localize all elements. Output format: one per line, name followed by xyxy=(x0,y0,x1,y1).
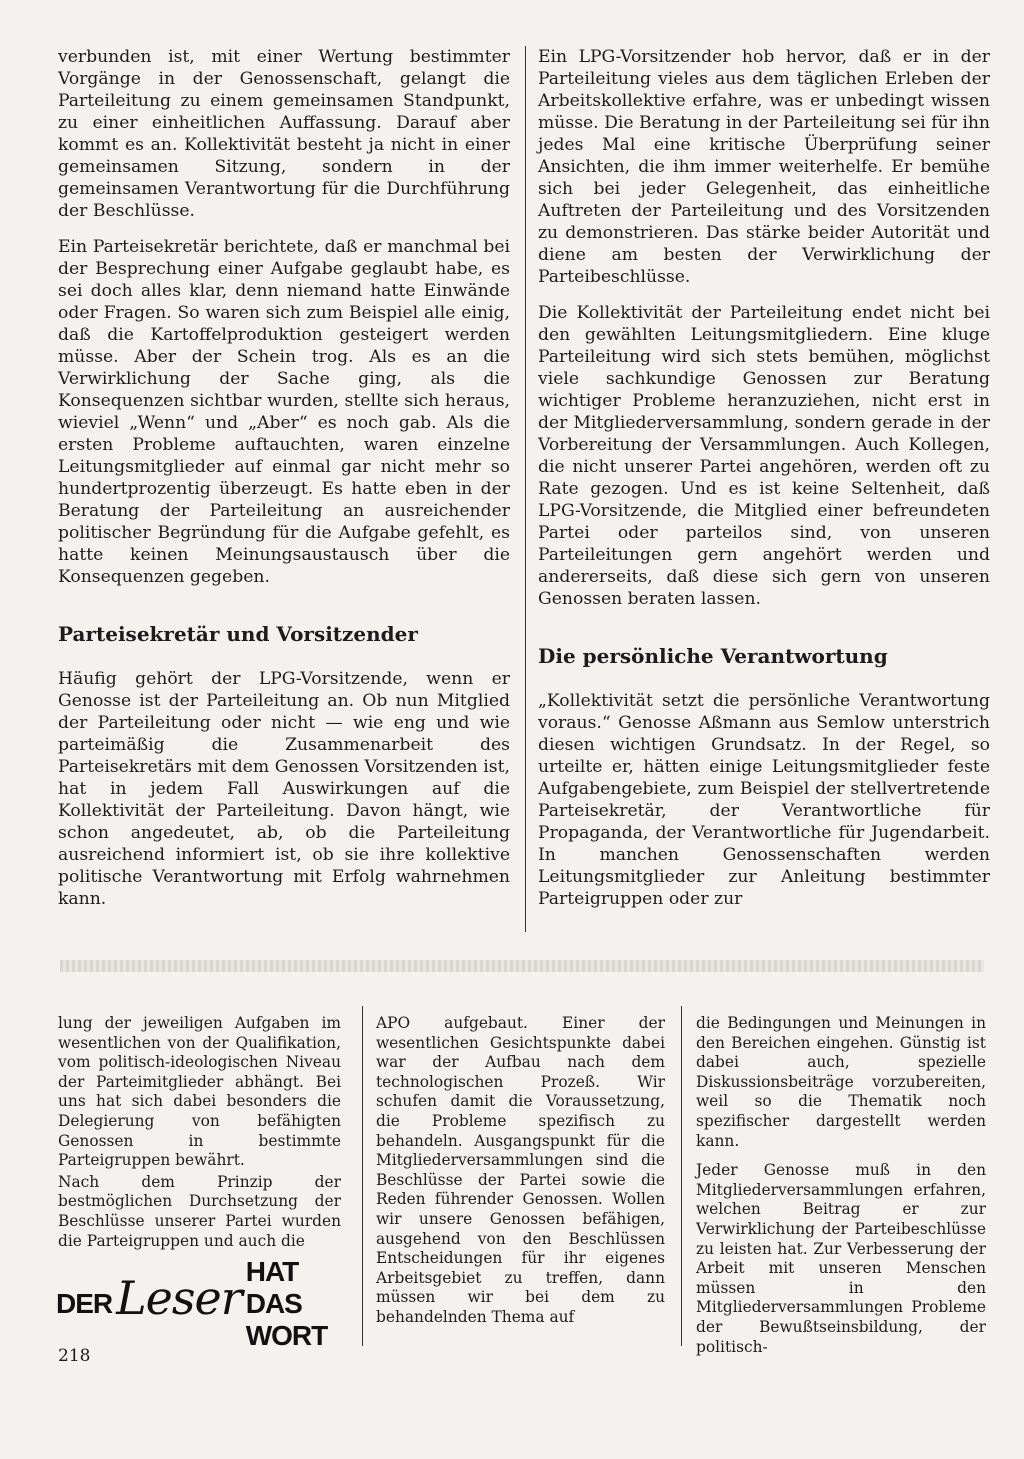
logo-text: DER xyxy=(56,1288,113,1319)
right-column xyxy=(538,46,990,924)
paragraph: Ein Parteisekretär berichtete, daß er manchmal bei der Besprechung einer Aufgabe geglaubt habe, es sei doch alles klar, denn niemand hatte Einwände oder Fragen. So waren sich zum Beispiel alle einig, daß die Kartoffelproduktion gesteigert werden müsse. Aber der Schein trog. Als es an die Verwirklichung der Sache ging, als die Konsequenzen sichtbar wurden, stellte sich heraus, wieviel „Wenn“ und „Aber“ es noch gab. Als die ersten Probleme auftauchten, waren einzelne Leitungsmitglieder auf einmal gar nicht mehr so hundertprozentig überzeugt. Es hatte eben in der Beratung der Parteileitung an ausreichender politischer Begründung für die Aufgabe gefehlt, es hatte keinen Meinungsaustausch über die Konsequenzen gegeben. xyxy=(58,237,510,587)
section-heading: Die persönliche Verantwortung xyxy=(538,644,888,668)
logo-script-text: Leser xyxy=(116,1271,242,1325)
paragraph: „Kollektivität setzt die persönliche Verantwortung voraus.“ Genosse Aßmann aus Semlow unterstrich diesen wichtigen Grundsatz. In der Regel, so urteilte er, hätten einige Leitungsmitglieder feste Aufgabengebiete, zum Beispiel der stellvertretende Parteisekretär, der Verantwortliche für Propaganda, der Verantwortliche für Jugendarbeit. In manchen Genossenschaften werden Leitungsmitglieder zur Anleitung bestimmter Parteigruppen oder zur xyxy=(538,691,990,909)
paragraph: APO aufgebaut. Einer der wesentlichen Gesichtspunkte dabei war der Aufbau nach dem technologischen Prozeß. Wir schufen damit die Voraussetzung, die Probleme spezifisch zu behandeln. Ausgangspunkt für die Mitgliederversammlungen sind die Beschlüsse der Partei sowie die Reden führender Genossen. Wollen wir unsere Genossen befähigen, ausgehend von den Beschlüssen Entscheidungen für ihr eigenes Arbeitsgebiet zu treffen, dann müssen wir bei dem zu behandelnden Thema auf xyxy=(376,1014,665,1326)
paragraph: die Bedingungen und Meinungen in den Bereichen eingehen. Günstig ist dabei auch, spezielle Diskussionsbeiträge vorzubereiten, weil so die Thematik noch spezifischer dargestellt werden kann. xyxy=(696,1014,986,1150)
paragraph: lung der jeweiligen Aufgaben im wesentlichen von der Qualifikation, vom politisch-ideologischen Niveau der Parteimitglieder abhängt. Bei uns hat sich dabei besonders die Delegierung von befähigten Genossen in bestimmte Parteigruppen bewährt. xyxy=(58,1014,341,1170)
paragraph: Häufig gehört der LPG-Vorsitzende, wenn er Genosse ist der Parteileitung an. Ob nun Mitglied der Parteileitung oder nicht — wie eng und wie parteimäßig die Zusammenarbeit des Parteisekretärs mit dem Genossen Vorsitzenden ist, hat in jedem Fall Auswirkungen auf die Kollektivität der Parteileitung. Davon hängt, wie schon angedeutet, ab, ob die Parteileitung ausreichend informiert ist, ob sie ihre kollektive politische Verantwortung mit Erfolg wahrnehmen kann. xyxy=(58,669,510,909)
paragraph: Die Kollektivität der Parteileitung endet nicht bei den gewählten Leitungsmitgliedern. Eine kluge Parteileitung wird sich stets bemühen, möglichst viele sachkundige Genossen zur Beratung wichtiger Probleme heranzuziehen, nicht erst in der Mitgliederversammlung, sondern gerade in der Vorbereitung der Versammlungen. Auch Kollegen, die nicht unserer Partei angehören, werden oft zu Rate gezogen. Und es ist keine Seltenheit, daß LPG-Vorsitzende, die Mitglied einer befreundeten Partei oder parteilos sind, von unseren Parteileitungen gern angehört werden und andererseits, daß diese sich gern von unseren Genossen beraten lassen. xyxy=(538,303,990,609)
paragraph: verbunden ist, mit einer Wertung bestimmter Vorgänge in der Genossenschaft, gelangt die Parteileitung zu einem gemeinsamen Standpunkt, zu einer einheitlichen Auffassung. Darauf aber kommt es an. Kollektivität besteht ja nicht in einer gemeinsamen Sitzung, sondern in der gemeinsamen Verantwortung für die Durchführung der Beschlüsse. xyxy=(58,47,510,221)
left-column xyxy=(58,46,510,924)
paragraph: Ein LPG-Vorsitzender hob hervor, daß er in der Parteileitung vieles aus dem täglichen Erleben der Arbeitskollektive erfahre, was er unbedingt wissen müsse. Die Beratung in der Parteileitung sei für ihn jedes Mal eine kritische Überprüfung seiner Ansichten, die ihm immer weiterhelfe. Er bemühe sich bei jeder Gelegenheit, das einheitliche Auftreten der Parteileitung und des Vorsitzenden zu demonstrieren. Das stärke beider Autorität und diene am besten der Verwirklichung der Parteibeschlüsse. xyxy=(538,47,990,287)
column-divider xyxy=(525,46,526,932)
reader-section-logo xyxy=(56,1256,342,1351)
paragraph: Jeder Genosse muß in den Mitgliederversammlungen erfahren, welchen Beitrag er zur Verwirklichung der Parteibeschlüsse zu leisten hat. Zur Verbesserung der Arbeit mit unseren Menschen müssen in den Mitgliederversammlungen Probleme der Bewußtseinsbildung, der politisch- xyxy=(696,1161,986,1356)
bottom-column-3 xyxy=(696,1014,986,1367)
page-number: 218 xyxy=(58,1346,91,1366)
bottom-column-1 xyxy=(58,1014,341,1261)
logo-text: HAT DAS WORT xyxy=(245,1256,328,1351)
bottom-column-2 xyxy=(376,1014,665,1338)
section-separator xyxy=(60,960,984,972)
column-divider xyxy=(681,1006,682,1346)
column-divider xyxy=(362,1006,363,1346)
paragraph: Nach dem Prinzip der bestmöglichen Durchsetzung der Beschlüsse unserer Partei wurden die Parteigruppen und auch die xyxy=(58,1172,341,1250)
section-heading: Parteisekretär und Vorsitzender xyxy=(58,622,418,646)
